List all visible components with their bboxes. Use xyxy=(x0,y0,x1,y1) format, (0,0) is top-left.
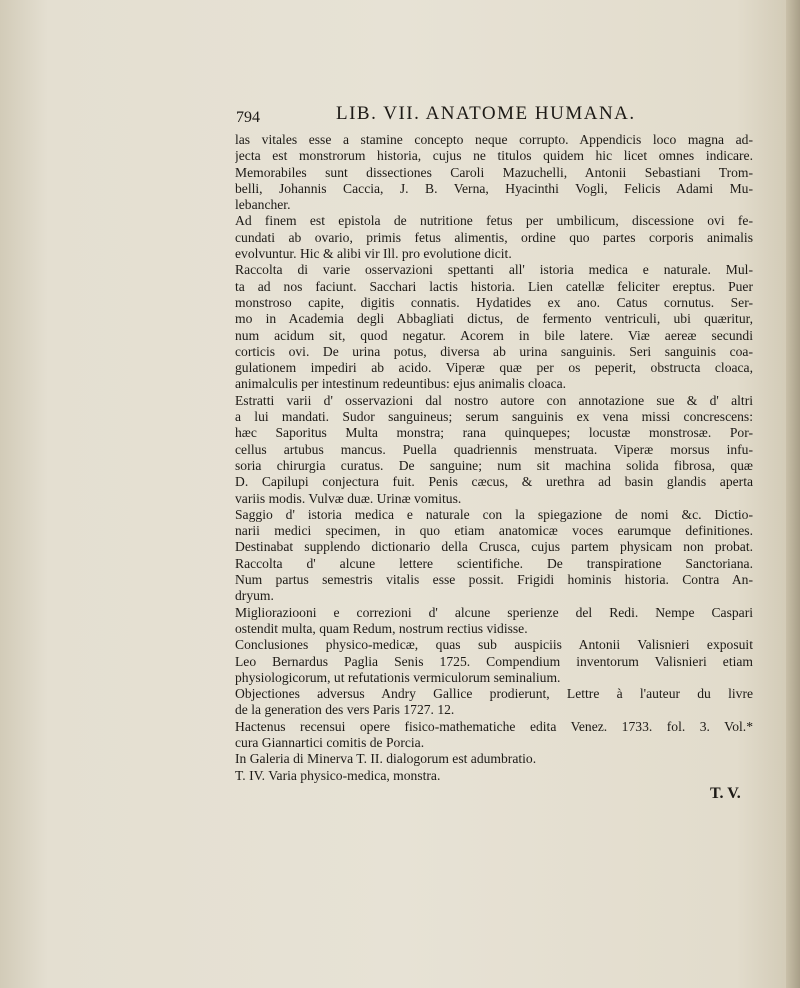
catchword: T. V. xyxy=(710,785,741,802)
text-line: las vitales esse a stamine concepto neque corrupto. Appendicis loco magna ad- xyxy=(235,132,753,147)
text-line: T. IV. Varia physico-medica, monstra. xyxy=(235,767,441,783)
text-line: corticis ovi. De urina potus, diversa ab urina sanguinis. Seri sanguinis coa- xyxy=(235,343,753,359)
text-line: Hactenus recensui opere fisico-mathematiche edita Venez. 1733. fol. 3. Vol.* xyxy=(235,718,753,734)
text-line: cellus artubus mancus. Puella quadriennis menstruata. Viperæ morsus infu- xyxy=(235,441,753,457)
text-line: Raccolta d' alcune lettere scientifiche. De transpiratione Sanctoriana. xyxy=(235,555,753,571)
text-line: evolvuntur. Hic & alibi vir Ill. pro evolutione dicit. xyxy=(235,246,512,262)
page-number: 794 xyxy=(236,109,260,126)
text-line: Raccolta di varie osservazioni spettanti all' istoria medica e naturale. Mul- xyxy=(235,262,753,278)
text-line: mo in Academia degli Abbagliati dictus, de fermento ventriculi, ubi quæritur, xyxy=(235,311,753,327)
text-line: Objectiones adversus Andry Gallice prodierunt, Lettre à l'auteur du livre xyxy=(235,686,753,702)
text-line: gulationem impediri ab acido. Viperæ quæ per os peperit, obstructa cloaca, xyxy=(235,360,753,376)
page-header xyxy=(0,103,800,133)
text-line: belli, Johannis Caccia, J. B. Verna, Hyacinthi Vogli, Felicis Adami Mu- xyxy=(235,180,753,196)
text-line: Conclusiones physico-medicæ, quas sub auspiciis Antonii Valisnieri exposuit xyxy=(235,637,753,653)
running-title: LIB. VII. ANATOME HUMANA. xyxy=(336,103,636,124)
text-line: cundati ab ovario, primis fetus alimentis, ordine quo partes corporis animalis xyxy=(235,229,753,245)
text-line: In Galeria di Minerva T. II. dialogorum est adumbratio. xyxy=(235,751,537,767)
text-line: Destinabat supplendo dictionario della Crusca, cujus partem physicam non probat. xyxy=(235,539,753,555)
text-line: de la generation des vers Paris 1727. 12. xyxy=(235,702,455,718)
text-line: ostendit multa, quam Redum, nostrum rectius vidisse. xyxy=(235,620,528,636)
text-line: animalculis per intestinum redeuntibus: ejus animalis cloaca. xyxy=(235,376,567,392)
page-edge xyxy=(786,0,800,988)
text-line: Num partus semestris vitalis esse possit. Frigidi hominis historia. Contra An- xyxy=(235,572,753,588)
text-line: dryum. xyxy=(235,588,274,604)
text-line: jecta est monstrorum historia, cujus ne titulos quidem hic licet omnes indicare. xyxy=(235,148,753,164)
text-line: soria chirurgia curatus. De sanguine; num sit machina solida fibrosa, quæ xyxy=(235,457,753,473)
text-line: D. Capilupi conjectura fuit. Penis cæcus, & urethra ad basin glandis aperta xyxy=(235,474,753,490)
text-line: num acidum sit, quod negatur. Acorem in bile latere. Viæ aereæ secundi xyxy=(235,327,753,343)
text-line: a lui mandati. Sudor sanguineus; serum sanguinis ex vena missi concrescens: xyxy=(235,409,753,425)
text-line: variis modis. Vulvæ duæ. Urinæ vomitus. xyxy=(235,490,462,506)
text-line: Saggio d' istoria medica e naturale con la spiegazione de nomi &c. Dictio- xyxy=(235,506,753,522)
text-line: hæc Saporitus Multa monstra; rana quinquepes; locustæ monstrosæ. Por- xyxy=(235,425,753,441)
text-line: Estratti varii d' osservazioni dal nostro autore con annotazione sue & d' altri xyxy=(235,392,753,408)
text-line: narii medici specimen, in quo etiam anatomicæ voces earumque definitiones. xyxy=(235,523,753,539)
text-line: Leo Bernardus Paglia Senis 1725. Compendium inventorum Valisnieri etiam xyxy=(235,653,753,669)
text-line: ta ad nos faciunt. Sacchari lactis historia. Lien catellæ feliciter ereptus. Puer xyxy=(235,278,753,294)
body-text xyxy=(235,132,753,784)
text-line: physiologicorum, ut refutationis vermiculorum seminalium. xyxy=(235,669,561,685)
text-line: Ad finem est epistola de nutritione fetus per umbilicum, discessione ovi fe- xyxy=(235,213,753,229)
text-line: Miglioraziooni e correzioni d' alcune sperienze del Redi. Nempe Caspari xyxy=(235,604,753,620)
text-line: Memorabiles sunt dissectiones Caroli Mazuchelli, Antonii Sebastiani Trom- xyxy=(235,164,753,180)
text-line: lebancher. xyxy=(235,197,291,213)
text-line: cura Giannartici comitis de Porcia. xyxy=(235,734,425,750)
text-line: monstroso capite, digitis connatis. Hydatides ex ano. Catus cornutus. Ser- xyxy=(235,294,753,310)
